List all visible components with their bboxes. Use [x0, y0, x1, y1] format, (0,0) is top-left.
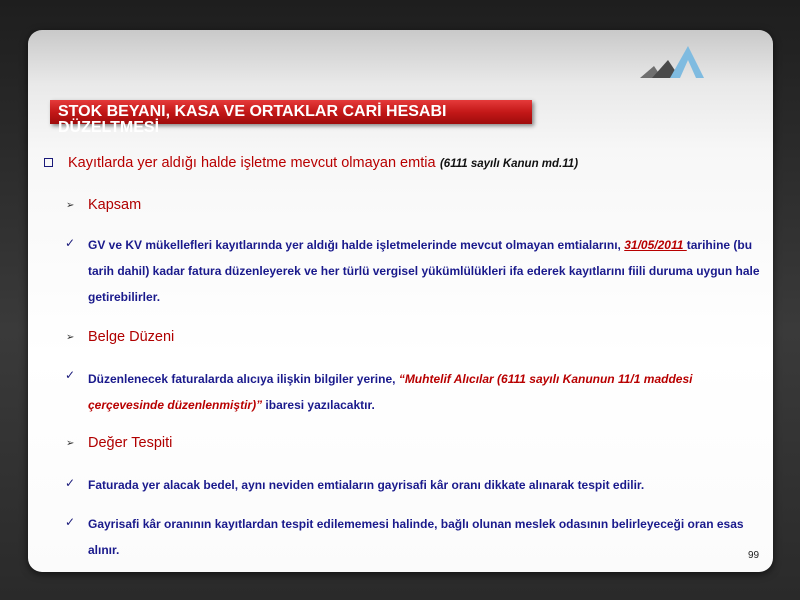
checkmark-icon: ✓ — [65, 236, 76, 250]
paragraph-text: GV ve KV mükellefleri kayıtlarında yer aldığı halde işletmelerinde mevcut olmayan emtialarını, — [88, 238, 621, 252]
checkmark-icon: ✓ — [65, 368, 76, 382]
title-banner — [50, 100, 532, 136]
square-bullet-icon — [44, 158, 53, 167]
paragraph-deger-1: Faturada yer alacak bedel, aynı neviden emtiaların gayrisafi kâr oranı dikkate alınarak tespit edilir. — [88, 478, 645, 492]
section-heading-kapsam: Kapsam — [88, 197, 142, 213]
slide — [28, 30, 773, 572]
checkmark-icon: ✓ — [65, 476, 76, 490]
arrow-bullet-icon: ➢ — [66, 332, 75, 343]
page-title: STOK BEYANI, KASA VE ORTAKLAR CARİ HESABI DÜZELTMESİ — [58, 103, 447, 136]
deadline-date: 31/05/2011 — [624, 238, 687, 252]
paragraph-deger-2: Gayrisafi kâr oranının kayıtlardan tespit edilememesi halinde, bağlı olunan meslek odasının belirleyeceği oran esas alınır. — [88, 517, 744, 557]
arrow-bullet-icon: ➢ — [66, 438, 75, 449]
page-number: 99 — [748, 550, 760, 561]
paragraph-text: tarihine (bu tarih dahil) kadar fatura düzenleyerek ve her türlü vergisel yükümlülükleri ifa ederek kayıtlarını fiili duruma uygun hale getirebilirler. — [88, 238, 760, 304]
mountain-logo-icon — [640, 38, 710, 88]
arrow-bullet-icon: ➢ — [66, 200, 75, 211]
paragraph-text: Düzenlenecek faturalarda alıcıya ilişkin bilgiler yerine, — [88, 372, 399, 386]
law-reference: (6111 sayılı Kanun md.11) — [439, 158, 579, 170]
quoted-phrase: “Muhtelif Alıcılar (6111 sayılı Kanunun 11/1 maddesi çerçevesinde düzenlenmiştir)” — [88, 372, 693, 412]
checkmark-icon: ✓ — [65, 515, 76, 529]
paragraph-text: ibaresi yazılacaktır. — [262, 398, 375, 412]
section-heading-deger: Değer Tespiti — [88, 435, 173, 451]
paragraph-kapsam — [88, 232, 768, 310]
main-bullet-text: Kayıtlarda yer aldığı halde işletme mevcut olmayan emtia — [68, 155, 436, 171]
section-heading-belge: Belge Düzeni — [88, 329, 175, 345]
paragraph-belge — [88, 366, 768, 418]
company-logo — [640, 38, 770, 88]
main-bullet — [68, 154, 578, 172]
